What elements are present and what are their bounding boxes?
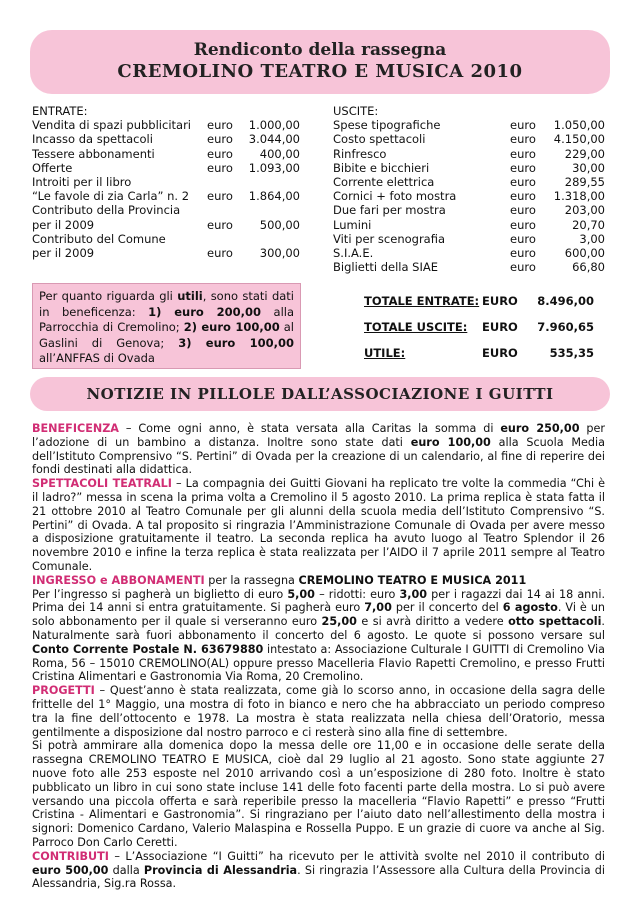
uscite-item-label: S.I.A.E. [333,245,374,260]
uscite-amount: 203,00 [564,203,605,218]
entrate-row [32,175,300,189]
total-row [364,320,594,346]
news-bold: otto spettacoli [508,615,602,629]
entrate-item-label: Tessere abbonamenti [32,146,155,161]
entrate-currency: euro [207,146,233,161]
uscite-amount: 66,80 [572,260,605,275]
entrate-item-label: per il 2009 [32,245,95,260]
entrate-currency: euro [207,217,233,232]
entrate-row [32,246,300,260]
news-bold: 3,00 [399,587,428,601]
utili-bold: 3) euro 100,00 [178,335,295,350]
entrate-row [32,118,300,132]
uscite-heading: USCITE: [333,104,379,118]
entrate-amount: 400,00 [259,146,300,161]
total-value: 8.496,00 [537,294,594,308]
news-bold: 25,00 [321,615,357,629]
uscite-currency: euro [510,118,536,133]
utili-bold: 1) euro 200,00 [148,304,262,319]
uscite-item-label: Spese tipografiche [333,118,441,133]
news-heading: CONTRIBUTI [32,849,109,863]
uscite-amount: 600,00 [564,245,605,260]
entrate-currency: euro [207,189,233,204]
uscite-amount: 20,70 [572,217,605,232]
utili-text: Per quanto riguarda gli [39,289,178,303]
news-item-beneficenza [32,422,605,477]
uscite-row [333,189,605,203]
uscite-row [333,260,605,274]
news-text: Si potrà ammirare alla domenica dopo la messa delle ore 11,00 e in occasione delle serate della rassegna CREMOLINO TEATRO E MUSICA, cioè dal 29 luglio al 21 agosto. Sono state aggiunte 27 nuove foto alle 253 esposte nel 2010 arrivando così a un’esposizione di 280 foto. Inoltre è stato pubblicato un libro in cui sono state incluse 141 delle foto facenti parte della mostra. Lo si può avere versando una piccola offerta e sarà reperibile presso la macelleria “Flavio Rapetti” e presso “Frutti Cristina - Alimentari e Gastronomia”. Si ringraziano per l’aiuto dato nell’allestimento della mostra i signori: Domenico Cardano, Valerio Malaspina e Rossella Puppo. E un grazie di cuore va anche al Sig. Parroco Don Carlo Ceretti. [32,739,605,849]
uscite-item-label: Biglietti della SIAE [333,260,439,275]
uscite-amount: 30,00 [572,160,605,175]
uscite-amount: 1.050,00 [553,118,605,133]
entrate-row [32,147,300,161]
news-text: . Vi è un solo abbonamento per il quale si verseranno euro [32,601,606,629]
uscite-currency: euro [510,189,536,204]
news-text: Per l’ingresso si pagherà un biglietto di euro [32,587,288,601]
utili-box [32,283,301,369]
entrate-heading: ENTRATE: [32,104,88,118]
news-bold: 5,00 [287,587,315,601]
news-text: . Naturalmente sarà fuori abbonamento il concerto del 6 agosto. Le quote si possono versare sul [32,615,605,642]
entrate-item-label: Vendita di spazi pubblicitari [32,118,191,133]
entrate-currency: euro [207,245,233,260]
entrate-amount: 1.093,00 [248,160,300,175]
news-text: – Quest’anno è stata realizzata, come già lo scorso anno, in occasione della sagra delle frittelle del 1° Maggio, una mostra di foto in bianco e nero che ha abbracciato un periodo compreso tra la fine dell’ottocento e 1978. La mostra è stata realizzata nella chiesa dell’Oratorio, messa gentilmente a disposizione dal nostro parroco e ci resterà sino alla fine di settembre. [32,684,605,739]
entrate-item-label: Introiti per il libro [32,174,132,189]
uscite-row [333,161,605,175]
total-row [364,346,594,372]
entrate-row [32,203,300,217]
uscite-amount: 1.318,00 [553,189,605,204]
news-text: alla Scuola Media dell’Istituto Comprensivo “S. Pertini” di Ovada per la creazione di un calendario, al fine di reperire dei fondi destinati alla didattica. [32,435,605,477]
news-bold: 6 agosto [502,601,558,615]
news-bold: euro 100,00 [410,435,491,449]
entrate-item-label: Contributo della Provincia [32,203,181,218]
total-value: 7.960,65 [537,320,594,334]
utili-text: all’ANFFAS di Ovada [39,351,155,365]
news-item-progetti-cont [32,739,605,849]
news-heading: INGRESSO e ABBONAMENTI [32,573,205,587]
news-text: e si avrà diritto a vedere [356,615,509,629]
title-banner [30,30,610,94]
news-text: dalla [108,863,144,877]
uscite-item-label: Viti per scenografia [333,231,446,246]
news-item-contributi [32,850,605,891]
uscite-currency: euro [510,146,536,161]
total-currency: EURO [482,346,518,360]
uscite-currency: euro [510,174,536,189]
news-text: . Si ringrazia l’Assessore alla Cultura della Provincia di Alessandria, Sig.ra Rossa. [32,863,605,891]
news-text: per l’adozione di un bambino a distanza. Inoltre sono state dati [32,422,605,449]
total-label: UTILE: [364,346,406,360]
news-bold: euro 250,00 [500,422,580,435]
news-text: per la rassegna [204,573,299,587]
entrate-item-label: Contributo del Comune [32,231,166,246]
news-banner [30,377,610,411]
entrate-row [32,132,300,146]
uscite-item-label: Costo spettacoli [333,132,426,147]
entrate-item-label: “Le favole di zia Carla” n. 2 [32,189,190,204]
entrate-currency: euro [207,118,233,133]
entrate-row [32,232,300,246]
uscite-currency: euro [510,132,536,147]
news-bold: CREMOLINO TEATRO E MUSICA 2011 [298,573,527,587]
title-line-1: Rendiconto della rassegna [193,40,447,60]
news-heading: PROGETTI [32,684,95,698]
total-currency: EURO [482,320,518,334]
news-text: – L’Associazione “I Guitti” ha ricevuto per le attività svolte nel 2010 il contributo di [108,849,605,863]
news-heading: SPETTACOLI TEATRALI [32,477,172,491]
uscite-amount: 4.150,00 [553,132,605,147]
news-heading: BENEFICENZA [32,422,119,435]
entrate-item-label: Offerte [32,160,73,175]
uscite-amount: 3,00 [579,231,605,246]
total-currency: EURO [482,294,518,308]
uscite-row [333,132,605,146]
uscite-row [333,175,605,189]
news-title: NOTIZIE IN PILLOLE DALL’ASSOCIAZIONE I GUITTI [86,385,554,403]
total-value: 535,35 [549,346,594,360]
uscite-row [333,118,605,132]
news-bold: euro 500,00 [32,863,109,877]
uscite-section [333,104,605,274]
entrate-item-label: per il 2009 [32,217,95,232]
news-bold: Conto Corrente Postale N. 63679880 [32,642,264,656]
entrate-row [32,218,300,232]
entrate-amount: 1.000,00 [248,118,300,133]
uscite-currency: euro [510,217,536,232]
news-text: – Come ogni anno, è stata versata alla Caritas la somma di [118,422,501,435]
news-text: per i ragazzi dai 14 ai 18 anni. Prima dei 14 anni si entra gratuitamente. Si pagherà euro [32,587,606,615]
news-text: per il concerto del [391,601,503,615]
news-text: – La compagnia dei Guitti Giovani ha replicato tre volte la commedia “Chi è il ladro?” messa in scena la prima volta a Cremolino il 5 agosto 2010. La prima replica è stata fatta il 21 ottobre 2010 al Teatro Comunale per gli alunni della scuola media dell’Istituto Comprensivo “S. Pertini” di Ovada. A tal proposito si ringrazia l’Amministrazione Comunale di Ovada per avere messo a disposizione gratuitamente il teatro. La seconda replica ha avuto luogo al Teatro Splendor il 26 novembre 2010 e infine la terza replica è stata realizzata per l’AIDO il 7 aprile 2011 sempre al Teatro Comunale. [32,477,606,573]
entrate-amount: 500,00 [259,217,300,232]
uscite-currency: euro [510,203,536,218]
entrate-item-label: Incasso da spettacoli [32,132,153,147]
news-text: – ridotti: euro [314,587,400,601]
entrate-currency: euro [207,160,233,175]
uscite-row [333,218,605,232]
uscite-item-label: Bibite e bicchieri [333,160,430,175]
entrate-amount: 3.044,00 [248,132,300,147]
entrate-currency: euro [207,132,233,147]
uscite-amount: 229,00 [564,146,605,161]
uscite-row [333,147,605,161]
uscite-item-label: Due fari per mostra [333,203,446,218]
uscite-row [333,232,605,246]
title-line-2: CREMOLINO TEATRO E MUSICA 2010 [117,61,523,82]
utili-text: alla Parrocchia di Cremolino; [39,304,295,334]
total-label: TOTALE ENTRATE: [364,294,480,308]
uscite-amount: 289,55 [564,174,605,189]
entrate-amount: 1.864,00 [248,189,300,204]
uscite-item-label: Cornici + foto mostra [333,189,457,204]
entrate-amount: 300,00 [259,245,300,260]
totals-block [364,294,594,372]
uscite-row [333,246,605,260]
news-body [32,422,605,891]
utili-bold: utili [177,289,203,303]
uscite-currency: euro [510,160,536,175]
uscite-item-label: Lumini [333,217,372,232]
entrate-row [32,161,300,175]
news-text: intestato a: Associazione Culturale I GUITTI di Cremolino Via Roma, 56 – 15010 CREMOLINO(AL) oppure presso Macelleria Flavio Rapetti Cremolino, e presso Frutti Cristina Alimentari e Gastronomia Via Roma, 20 Cremolino. [32,642,605,684]
utili-text: al Gaslini di Genova; [39,320,294,350]
utili-bold: 2) euro 100,00 [183,320,280,334]
uscite-item-label: Corrente elettrica [333,174,435,189]
uscite-currency: euro [510,260,536,275]
total-row [364,294,594,320]
uscite-currency: euro [510,245,536,260]
news-bold: 7,00 [364,601,392,615]
entrate-row [32,189,300,203]
uscite-currency: euro [510,231,536,246]
uscite-row [333,203,605,217]
news-item-spettacoli [32,477,605,574]
news-bold: Provincia di Alessandria [143,863,298,877]
news-item-ingresso [32,574,605,684]
total-label: TOTALE USCITE: [364,320,468,334]
utili-text: , sono stati dati in beneficenza: [39,289,294,319]
news-item-progetti [32,684,605,739]
entrate-section [32,104,300,260]
uscite-item-label: Rinfresco [333,146,387,161]
